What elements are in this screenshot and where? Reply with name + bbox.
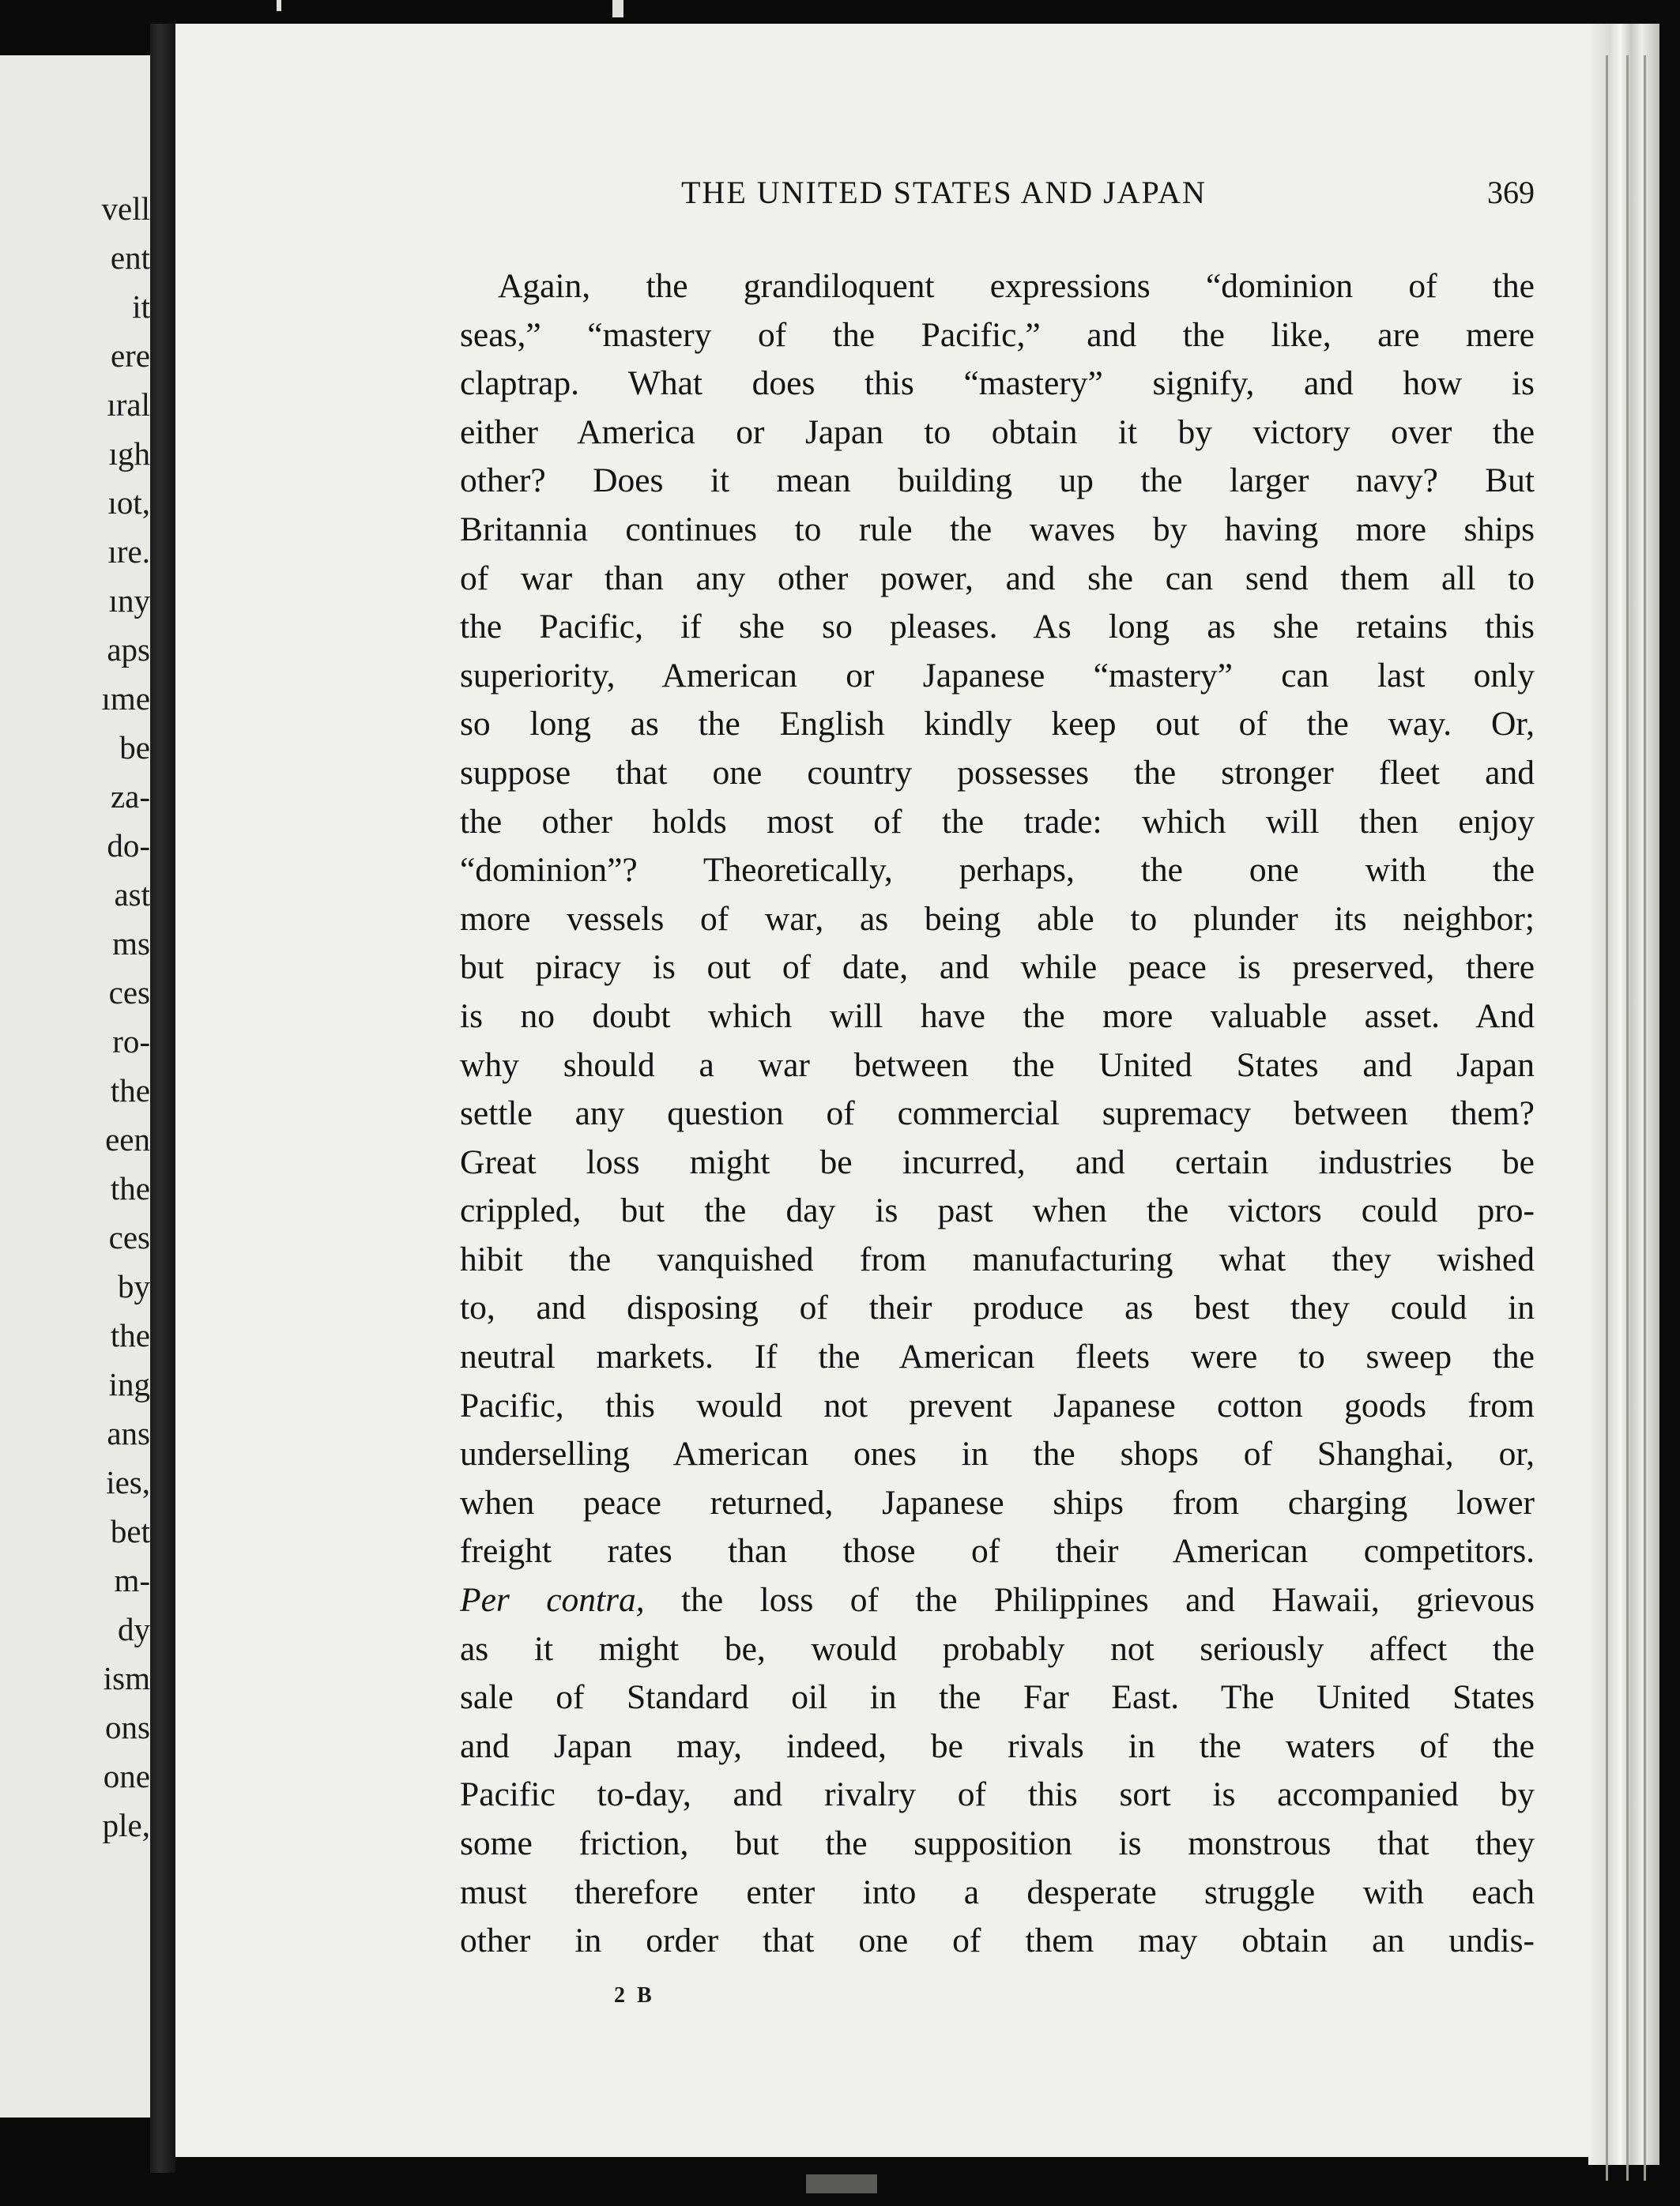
left-page-fragment: do- [107,827,150,864]
left-page-fragment: ast [114,876,150,913]
text-line: Again, the grandiloquent expressions “dominion of the [498,267,1535,305]
left-page-fragment: za- [110,778,150,815]
left-page-fragment: bet [110,1513,150,1549]
text-line: and Japan may, indeed, be rivals in the waters of the [460,1726,1535,1765]
left-page-fragment: ans [107,1415,150,1451]
text-line: suppose that one country possesses the stronger fleet and [460,753,1535,792]
left-page-fragment: ro- [112,1023,150,1060]
text-line: sale of Standard oil in the Far East. The United States [460,1678,1535,1717]
text-line: as it might be, would probably not seriously affect the [460,1629,1535,1668]
left-page-fragment: it [132,288,150,325]
text-line: of war than any other power, and she can send them all to [460,559,1535,597]
text-line: is no doubt which will have the more valuable asset. And [460,996,1535,1035]
text-line: Britannia continues to rule the waves by having more ships [460,510,1535,548]
left-page-fragment: ism [103,1660,150,1696]
left-page-fragment: aps [107,631,150,668]
page-number: 369 [1487,175,1535,210]
left-page-fragment: ent [110,239,150,276]
text-line: but piracy is out of date, and while peace is preserved, there [460,948,1535,987]
text-line: neutral markets. If the American fleets were to sweep the [460,1338,1535,1376]
left-page-fragment: one [103,1758,150,1794]
left-page-fragment: vell [101,190,150,227]
left-page-fragment: ıme [101,680,150,717]
left-page-fragment: ces [108,1219,150,1255]
text-line: “dominion”? Theoretically, perhaps, the one with the [460,851,1535,890]
text-line: the other holds most of the trade: which will then enjoy [460,802,1535,841]
text-line: other? Does it mean building up the larger navy? But [460,461,1535,500]
body-paragraph [460,262,1535,1966]
text-line: other in order that one of them may obtain an undis- [460,1922,1535,1960]
left-page-fragment: be [119,729,150,766]
left-page-fragment: the [110,1317,150,1353]
text-line: crippled, but the day is past when the victors could pro- [460,1191,1535,1230]
text-line: Great loss might be incurred, and certain industries be [460,1143,1535,1181]
text-line: claptrap. What does this “mastery” signify, and how is [460,364,1535,403]
scan-speck [612,0,623,17]
page-edge-line [1626,55,1629,2181]
left-page-fragment: ms [112,925,150,962]
running-head: THE UNITED STATES AND JAPAN [681,175,1207,210]
text-line: must therefore enter into a desperate struggle with each [460,1873,1535,1911]
printer-signature: 2 B [614,1983,655,2008]
text-line: seas,” “mastery of the Pacific,” and the like, are mere [460,315,1535,354]
text-line: when peace returned, Japanese ships from charging lower [460,1483,1535,1522]
text-line: settle any question of commercial supremacy between them? [460,1094,1535,1133]
text-line: so long as the English kindly keep out of the way. Or, [460,705,1535,743]
text-line: Pacific to-day, and rivalry of this sort is accompanied by [460,1775,1535,1814]
text-line: freight rates than those of their American competitors. [460,1532,1535,1571]
left-page-fragment: ere [110,337,150,374]
left-page-fragment: ıgh [108,435,150,472]
text-line: hibit the vanquished from manufacturing what they wished [460,1240,1535,1278]
text-line: Pacific, this would not prevent Japanese cotton goods from [460,1386,1535,1425]
left-page-fragment: ies, [106,1464,150,1500]
left-page-fragment: ıot, [107,484,150,521]
left-page-fragment: ons [105,1709,150,1745]
left-page-fragment: ple, [102,1807,150,1843]
left-page-fragment: ıre. [107,533,150,570]
left-page-fragment: ıral [107,386,150,423]
left-facing-page [0,55,150,2118]
left-page-fragment: ıny [108,582,150,619]
text-line: some friction, but the supposition is monstrous that they [460,1824,1535,1862]
left-page-fragment: m- [114,1562,150,1598]
left-page-fragment: the [110,1072,150,1109]
book-gutter [150,24,175,2173]
text-line: why should a war between the United States and Japan [460,1045,1535,1084]
left-page-fragment: een [105,1121,150,1158]
text-line: either America or Japan to obtain it by victory over the [460,412,1535,451]
left-page-fragment: ing [108,1366,150,1402]
page-edge-line [1644,55,1646,2181]
scan-speck [277,0,281,11]
page-header [681,174,1535,221]
text-line: more vessels of war, as being able to plunder its neighbor; [460,899,1535,938]
italic-phrase: Per contra, [460,1581,645,1620]
text-line: to, and disposing of their produce as best they could in [460,1289,1535,1327]
left-page-fragment: by [118,1268,150,1304]
text-line-rest: the loss of the Philippines and Hawaii, grievous [644,1581,1535,1620]
left-page-fragment: dy [118,1611,150,1647]
page-edge-stack [1588,24,1659,2165]
left-page-fragment: the [110,1170,150,1207]
page-edge-line [1606,55,1608,2181]
text-line: the Pacific, if she so pleases. As long as she retains this [460,608,1535,646]
scan-speck [806,2174,877,2193]
left-page-fragment: ces [108,974,150,1011]
text-line-italic-lead [460,1576,1535,1625]
right-page [175,24,1614,2157]
text-line: superiority, American or Japanese “mastery” can last only [460,656,1535,695]
text-line: underselling American ones in the shops of Shanghai, or, [460,1435,1535,1474]
